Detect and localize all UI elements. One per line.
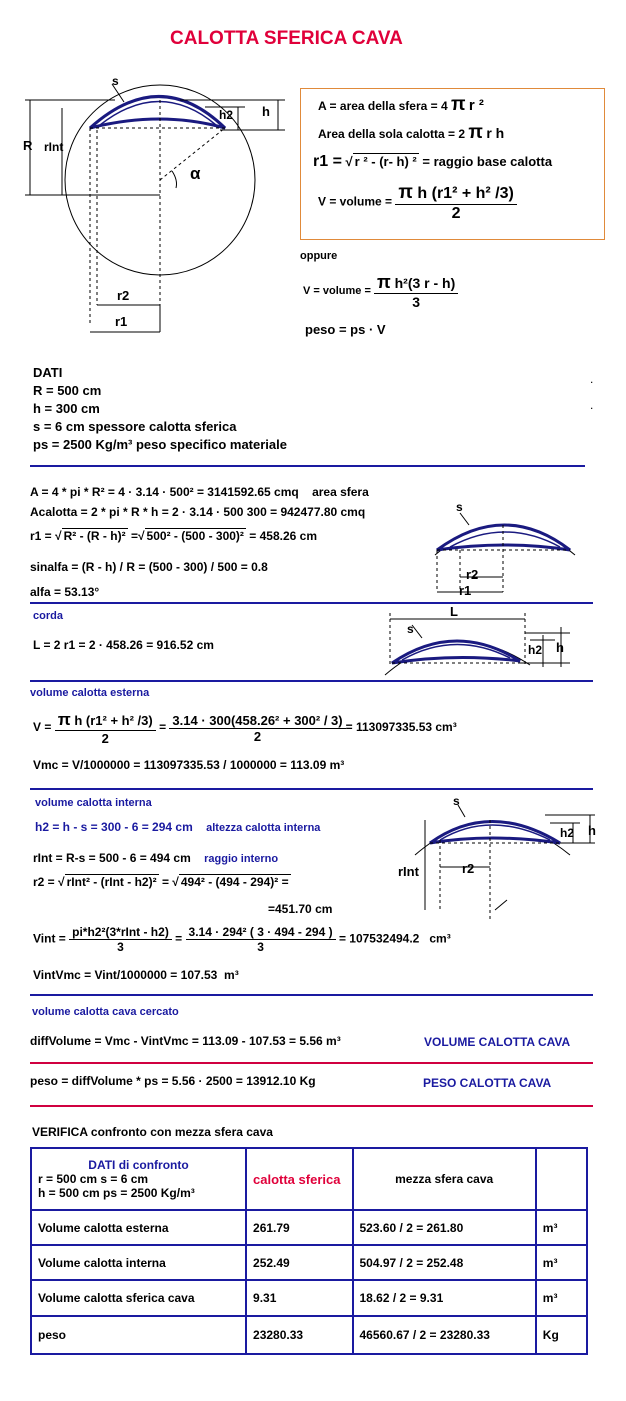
dati-title: DATI xyxy=(33,365,63,380)
label-h-3: h xyxy=(588,823,596,838)
oppure-label: oppure xyxy=(300,250,338,262)
table-row: peso 23280.33 46560.67 / 2 = 23280.33 Kg xyxy=(31,1316,587,1354)
dot-1: . xyxy=(590,372,594,386)
dati-h: h = 300 cm xyxy=(33,401,100,416)
label-s-3: s xyxy=(453,794,460,808)
diff-volume: diffVolume = Vmc - VintVmc = 113.09 - 107.53 = 5.56 m³ xyxy=(30,1034,341,1048)
label-rInt: rInt xyxy=(44,140,64,154)
table-row: Volume calotta sferica cava 9.31 18.62 / 2 = 9.31 m³ xyxy=(31,1280,587,1316)
vol-int-vintvmc: VintVmc = Vint/1000000 = 107.53 m³ xyxy=(33,968,239,982)
calc-sinalfa: sinalfa = (R - h) / R = (500 - 300) / 500 = 0.8 xyxy=(30,560,268,574)
dati-R: R = 500 cm xyxy=(33,383,102,398)
diff-volume-label: VOLUME CALOTTA CAVA xyxy=(424,1035,571,1049)
divider xyxy=(30,994,593,996)
vol-int-title: volume calotta interna xyxy=(35,797,152,809)
calc-area-calotta: Acalotta = 2 * pi * R * h = 2 · 3.14 · 500 300 = 942477.80 cmq xyxy=(30,505,366,519)
formula-volume-alt: V = volume = $\frac{\text{π h²(3 r - h)}}{3}$ xyxy=(303,272,458,310)
col-mezza: mezza sfera cava xyxy=(353,1148,536,1210)
vol-est-formula: V = $\frac{\text{π h (r1² + h² /3)}}{2}$ = $\frac{\text{3.14 · 300(458.26² + 300² / 3)}}{2}$ = 113097335.53 cm³ xyxy=(33,710,457,746)
peso-result: peso = diffVolume * ps = 5.56 · 2500 = 13912.10 Kg xyxy=(30,1074,316,1088)
label-r1: r1 xyxy=(115,314,128,329)
formula-peso: peso = ps · V xyxy=(305,322,386,337)
label-rInt-3: rInt xyxy=(398,864,419,879)
dati-confronto-l1: r = 500 cm s = 6 cm xyxy=(38,1172,149,1186)
verifica-table xyxy=(30,1147,588,1355)
label-L: L xyxy=(450,604,458,619)
cap-diagram-1 xyxy=(425,505,585,600)
label-r2-3: r2 xyxy=(462,861,475,876)
vol-int-r2-result: =451.70 cm xyxy=(268,902,333,916)
vol-int-h2: h2 = h - s = 300 - 6 = 294 cm altezza calotta interna xyxy=(35,820,321,834)
cap-diagram-2 xyxy=(380,605,580,680)
label-R: R xyxy=(23,138,33,153)
label-r2-1: r2 xyxy=(466,567,479,582)
label-s-1: s xyxy=(456,500,463,514)
table-row: Volume calotta interna 252.49 504.97 / 2 = 252.48 m³ xyxy=(31,1245,587,1280)
dot-2: . xyxy=(590,398,594,412)
label-h2: h2 xyxy=(219,108,234,122)
label-r2: r2 xyxy=(117,288,130,303)
dati-confronto-title: DATI di confronto xyxy=(88,1158,189,1172)
formula-volume: V = volume = $\frac{\text{π h (r1² + h² /3)}}{2}$ xyxy=(318,182,517,223)
sphere-diagram xyxy=(20,70,290,340)
formula-area-calotta: Area della sola calotta = 2 π r h xyxy=(318,122,505,143)
formula-r1: r1 = √ r ² - (r- h) ² = raggio base calotta xyxy=(313,153,553,170)
vol-int-r2: r2 = √ rInt² - (rInt - h2)² = √ 494² - (494 - 294)² = xyxy=(33,875,289,889)
corda-L: L = 2 r1 = 2 · 458.26 = 916.52 cm xyxy=(33,638,214,652)
dati-confronto-l2: h = 500 cm ps = 2500 Kg/m³ xyxy=(38,1186,195,1200)
vol-est-title: volume calotta esterna xyxy=(30,687,150,699)
dati-ps: ps = 2500 Kg/m³ peso specifico materiale xyxy=(33,437,287,452)
calc-area-sfera: A = 4 * pi * R² = 4 · 3.14 · 500² = 3141592.65 cmq area sfera xyxy=(30,485,369,499)
divider xyxy=(30,465,585,467)
page-title: CALOTTA SFERICA CAVA xyxy=(170,28,403,49)
vol-int-rint: rInt = R-s = 500 - 6 = 494 cm raggio interno xyxy=(33,851,279,865)
calc-r1: r1 = √ R² - (R - h)² =√ 500² - (500 - 300)² = 458.26 cm xyxy=(30,529,318,543)
peso-label: PESO CALOTTA CAVA xyxy=(423,1076,552,1090)
label-s: s xyxy=(112,74,119,88)
calc-alfa: alfa = 53.13° xyxy=(30,585,100,599)
vol-est-vmc: Vmc = V/1000000 = 113097335.53 / 1000000 = 113.09 m³ xyxy=(33,758,345,772)
vol-int-vint: Vint = $\frac{\text{pi*h2²(3*rInt - h2)}}{3}$ = $\frac{\text{3.14 · 294² ( 3 · 494 - 294 )}}{3}$ = 107532494.2 cm³ xyxy=(33,925,451,954)
cercato-title: volume calotta cava cercato xyxy=(32,1006,179,1018)
cap-diagram-3 xyxy=(395,795,605,925)
corda-title: corda xyxy=(33,610,63,622)
verifica-title: VERIFICA confronto con mezza sfera cava xyxy=(32,1125,273,1139)
label-h: h xyxy=(262,104,270,119)
label-r1-1: r1 xyxy=(459,583,472,598)
label-h2-3: h2 xyxy=(560,826,575,840)
col-calotta: calotta sferica xyxy=(246,1148,352,1210)
dati-s: s = 6 cm spessore calotta sferica xyxy=(33,419,237,434)
divider xyxy=(30,680,593,682)
label-h2-2: h2 xyxy=(528,643,543,657)
formula-area-sfera: A = area della sfera = 4 π r ² xyxy=(318,94,484,115)
label-s-2: s xyxy=(407,622,414,636)
label-h-2: h xyxy=(556,640,564,655)
divider xyxy=(30,788,593,790)
divider xyxy=(30,602,593,604)
label-alpha: α xyxy=(190,164,201,183)
divider xyxy=(30,1062,593,1064)
table-row: Volume calotta esterna 261.79 523.60 / 2 = 261.80 m³ xyxy=(31,1210,587,1245)
divider xyxy=(30,1105,593,1107)
